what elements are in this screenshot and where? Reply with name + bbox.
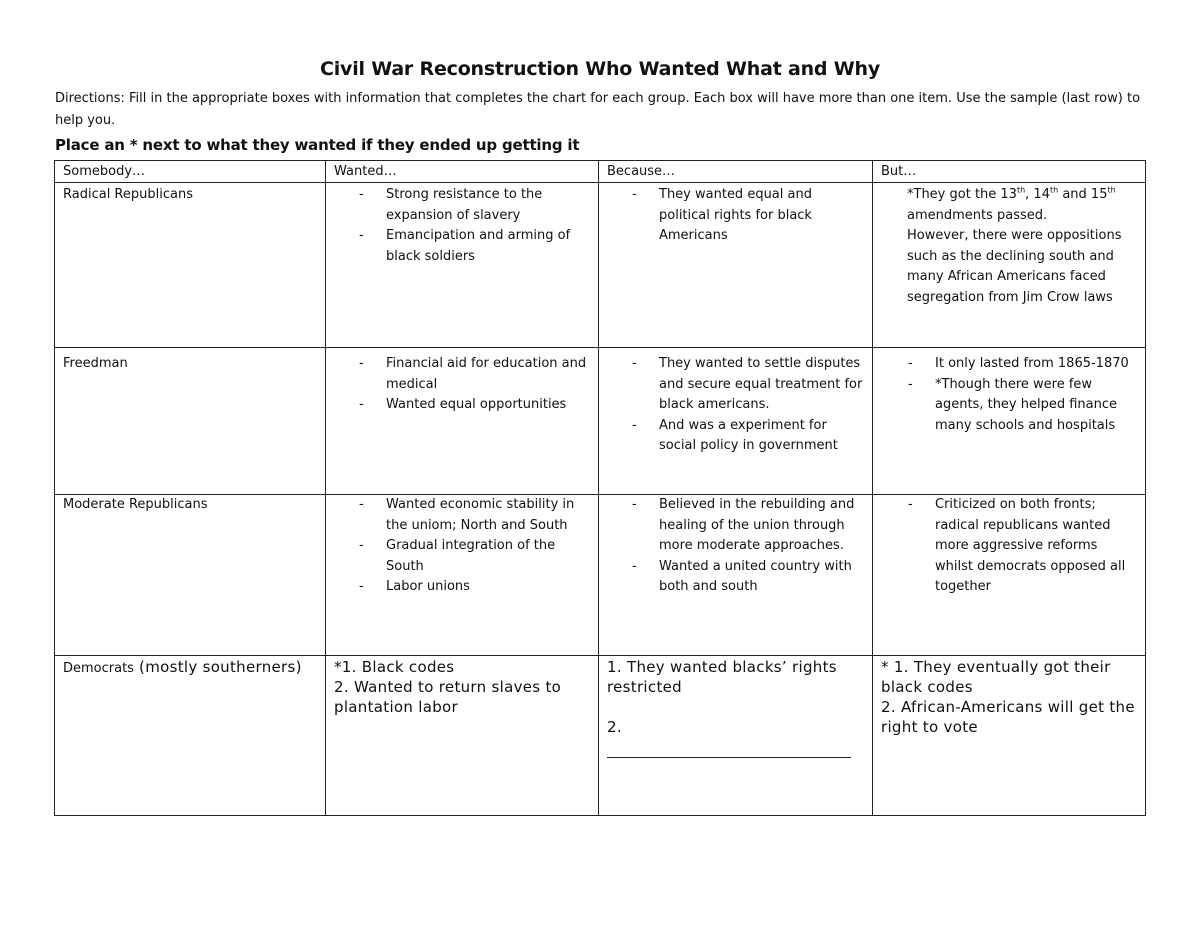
list-item: - Emancipation and arming of black soldiers (386, 226, 590, 267)
group-cell: Radical Republicans (55, 183, 326, 348)
group-cell (55, 656, 326, 816)
table-row (55, 495, 1146, 656)
list-item: 2. (607, 718, 622, 736)
directions-text: Directions: Fill in the appropriate boxes with information that completes the chart for each group. Each box will have more than one item. Use the sample (last row) to help you. (55, 91, 1141, 128)
because-cell[interactable] (599, 656, 873, 816)
list-item: - Wanted economic stability in the uniom; North and South (386, 495, 590, 536)
group-cell: Freedman (55, 348, 326, 495)
list-item: - It only lasted from 1865-1870 (935, 354, 1137, 375)
but-text: *They got the 13 (907, 187, 1017, 202)
list-item: - Labor unions (386, 577, 590, 598)
but-cell[interactable] (873, 348, 1146, 495)
list-item: - Gradual integration of the South (386, 536, 590, 577)
list-item: *1. Black codes (334, 658, 455, 676)
but-cell[interactable] (873, 656, 1146, 816)
because-cell[interactable] (599, 183, 873, 348)
list-item: 2. African-Americans will get the right to vote (881, 698, 1135, 736)
table-row (55, 656, 1146, 816)
list-item: - Wanted a united country with both and south (659, 557, 864, 598)
list-item: * 1. They eventually got their black codes (881, 658, 1111, 696)
wanted-cell[interactable] (326, 495, 599, 656)
header-because: Because… (599, 161, 873, 183)
group-note: (mostly southerners) (133, 658, 302, 676)
spacer (607, 697, 864, 717)
table-row (55, 348, 1146, 495)
list-item: 2. Wanted to return slaves to plantation labor (334, 678, 562, 716)
header-somebody: Somebody… (55, 161, 326, 183)
header-but: But… (873, 161, 1146, 183)
list-item: - Criticized on both fronts; radical republicans wanted more aggressive reforms whilst democrats opposed all together (935, 495, 1137, 598)
list-item: - They wanted equal and political rights for black Americans (659, 185, 864, 247)
wanted-cell[interactable] (326, 656, 599, 816)
list-item: - They wanted to settle disputes and secure equal treatment for black americans. (659, 354, 864, 416)
but-cell[interactable] (873, 495, 1146, 656)
list-item: 1. They wanted blacks’ rights restricted (607, 658, 837, 696)
list-item: - *Though there were few agents, they helped finance many schools and hospitals (935, 375, 1137, 437)
but-cell[interactable] (873, 183, 1146, 348)
superscript: th (1107, 185, 1116, 195)
header-wanted: Wanted… (326, 161, 599, 183)
instructions-heading: Place an * next to what they wanted if they ended up getting it (55, 136, 580, 154)
superscript: th (1049, 185, 1059, 195)
list-item: - Wanted equal opportunities (386, 395, 590, 416)
blank-answer-line[interactable] (607, 737, 851, 758)
but-text: However, there were oppositions such as the declining south and many African Americans faced segregation from Jim Crow laws (907, 228, 1122, 305)
wanted-cell[interactable] (326, 348, 599, 495)
list-item: - Believed in the rebuilding and healing of the union through more moderate approaches. (659, 495, 864, 557)
because-cell[interactable] (599, 495, 873, 656)
document-title: Civil War Reconstruction Who Wanted What and Why (319, 58, 881, 80)
but-note (881, 185, 1137, 308)
list-item: - Strong resistance to the expansion of slavery (386, 185, 590, 226)
reconstruction-chart (54, 160, 1146, 816)
superscript: th (1016, 185, 1026, 195)
wanted-cell[interactable] (326, 183, 599, 348)
but-text: , 14 (1025, 187, 1050, 202)
group-name: Democrats (63, 661, 134, 676)
but-text: amendments passed. (907, 207, 1048, 223)
but-text: and 15 (1058, 187, 1108, 202)
list-item: - Financial aid for education and medical (386, 354, 590, 395)
because-cell[interactable] (599, 348, 873, 495)
header-row (55, 161, 1146, 183)
list-item: - And was a experiment for social policy in government (659, 416, 864, 457)
group-cell: Moderate Republicans (55, 495, 326, 656)
table-row (55, 183, 1146, 348)
